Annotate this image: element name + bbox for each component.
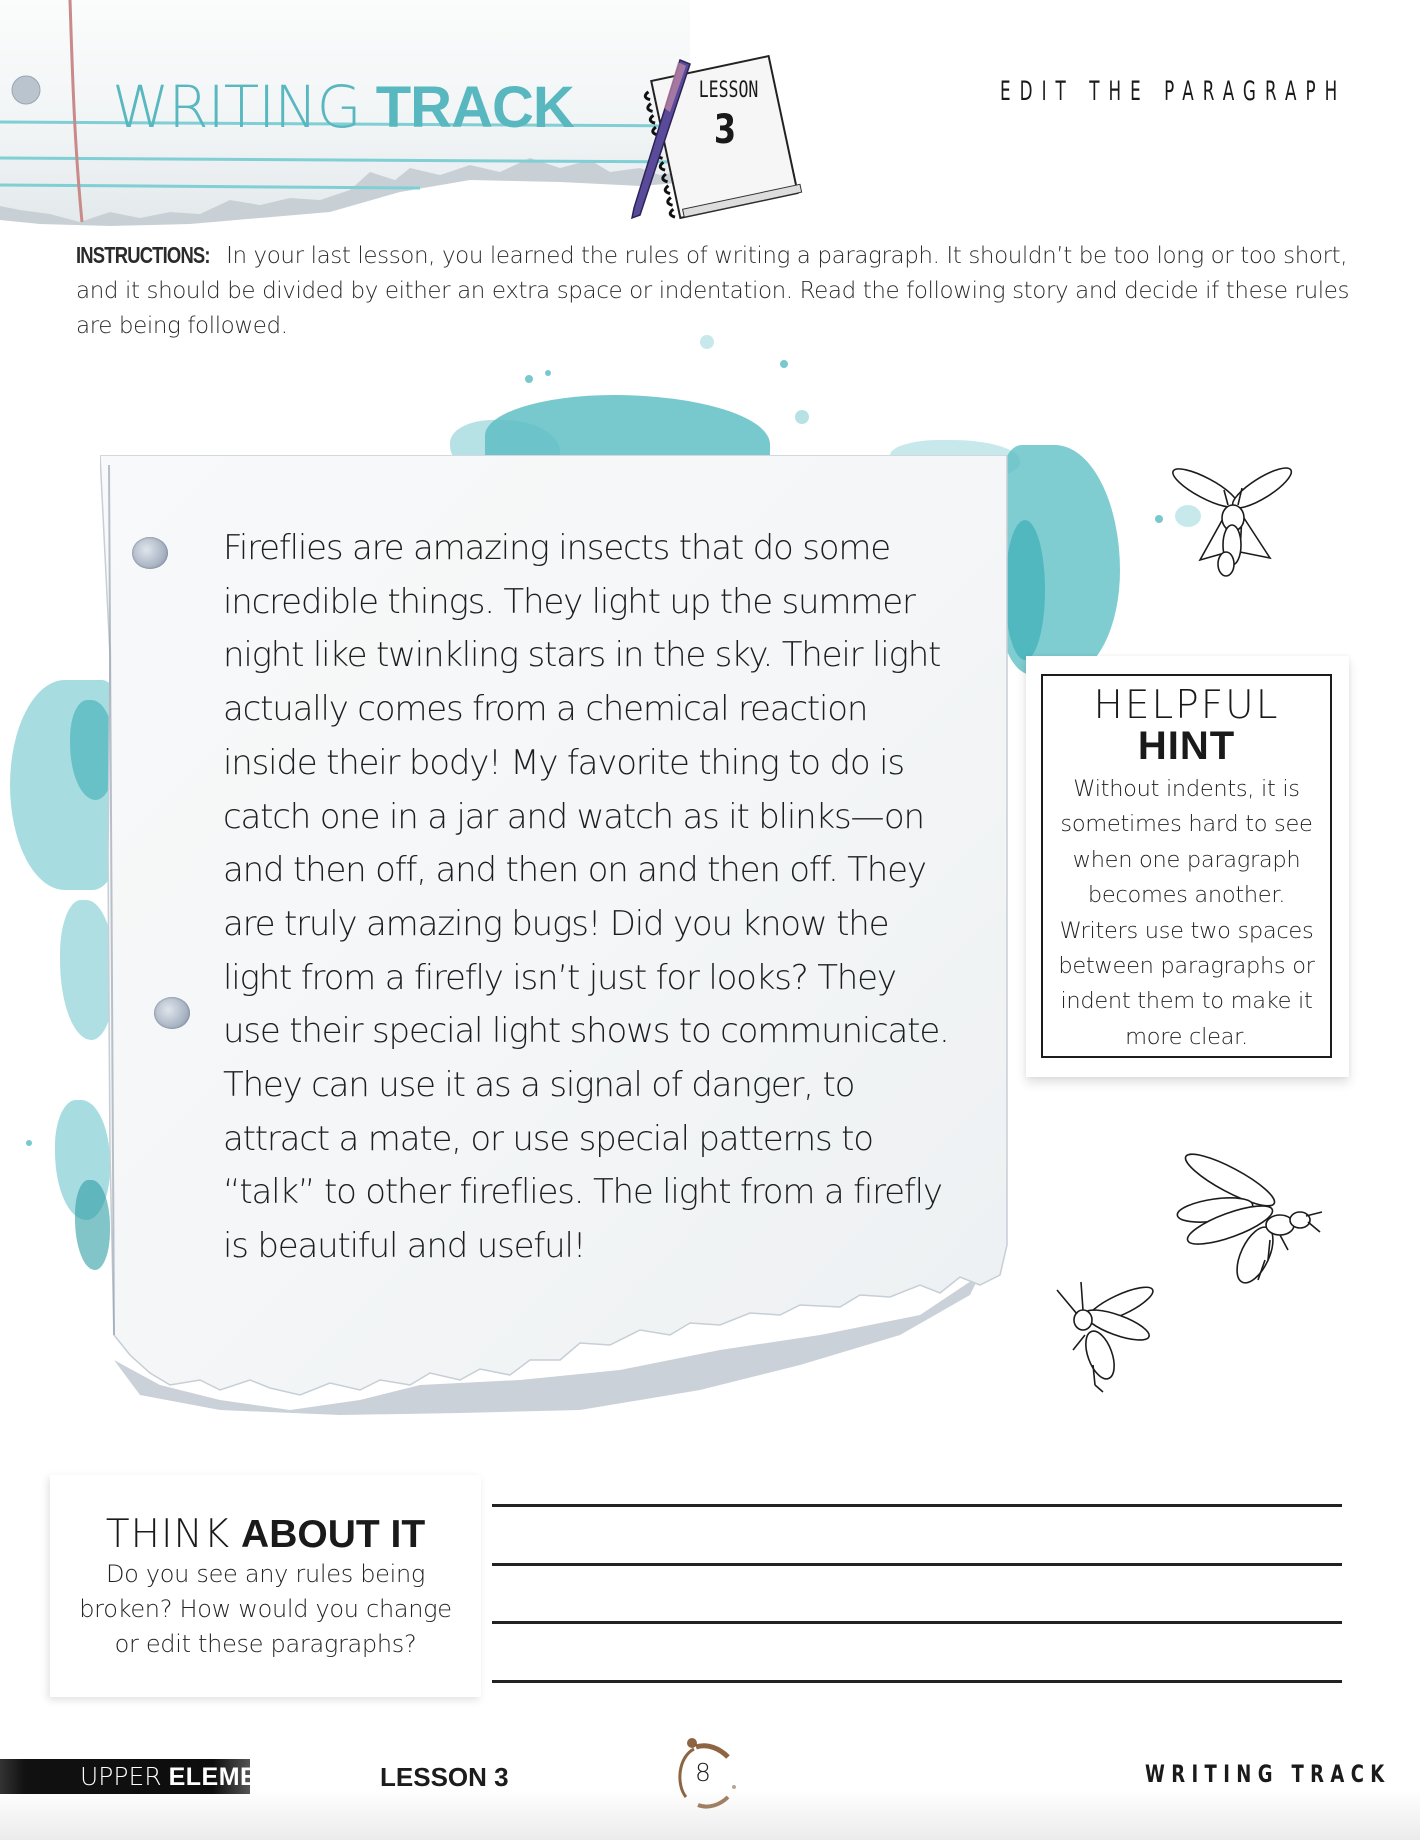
hint-line: Without indents, it is [1073,776,1300,802]
answer-line[interactable] [492,1504,1342,1507]
think-line: Do you see any rules being [105,1560,426,1588]
firefly-icon [1170,460,1295,580]
think-title-bold: ABOUT IT [241,1513,426,1556]
story-line: use their special light shows to communicate. [223,1011,949,1052]
footer-grade-bold: ELEMENTARY [168,1763,344,1791]
story-text [223,522,963,1274]
hint-body [1043,772,1330,1055]
story-line: incredible things. They light up the summer [223,581,915,622]
hint-title-bold: HINT [1137,724,1236,768]
lesson-number: 3 [713,107,737,153]
story-line: attract a mate, or use special patterns to [223,1118,873,1159]
footer-track-label: WRITING TRACK [1145,1760,1391,1788]
story-line: inside their body! My favorite thing to do is [223,742,904,783]
story-line: They can use it as a signal of danger, to [223,1065,855,1106]
track-title [112,73,574,141]
track-title-bold: TRACK [375,75,574,140]
think-line: or edit these paragraphs? [114,1630,417,1658]
hint-line: sometimes hard to see [1060,811,1313,838]
answer-line[interactable] [492,1563,1342,1566]
hint-line: more clear. [1125,1023,1248,1050]
page-number: 8 [695,1758,711,1787]
story-line: are truly amazing bugs! Did you know the [223,903,889,944]
story-line: light from a firefly isn’t just for looks? They [223,957,896,998]
punch-hole-icon [154,997,190,1029]
instructions-text: In your last lesson, you learned the rules of writing a paragraph. It shouldn’t be too long or too short, and it should be divided by either an extra space or indentation. Read the following story and decide if these rules are being followed. [76,243,1350,339]
footer-grade-light: UPPER [80,1762,162,1791]
hint-title-light: HELPFUL [1093,683,1280,728]
footer-lesson: LESSON 3 [380,1762,509,1792]
story-line: “talk” to other fireflies. The light from a firefly [223,1172,942,1213]
story-line: night like twinkling stars in the sky. Their light [223,635,941,676]
think-title [50,1512,481,1557]
helpful-hint-box [1041,674,1332,1058]
footer-grade-level [80,1762,343,1792]
instructions [76,238,1351,344]
story-line: catch one in a jar and watch as it blinks—on [223,796,924,837]
punch-hole-icon [132,537,168,569]
story-line: Fireflies are amazing insects that do some [223,528,890,568]
hint-line: Writers use two spaces [1059,917,1314,944]
answer-line[interactable] [492,1621,1342,1624]
story-line: actually comes from a chemical reaction [223,689,868,730]
instructions-lead: INSTRUCTIONS: [76,242,210,268]
think-line: broken? How would you change [79,1595,452,1623]
section-title: EDIT THE PARAGRAPH [1000,76,1347,107]
think-about-it-card [50,1475,481,1697]
hint-line: between paragraphs or [1058,953,1315,980]
hint-line: when one paragraph [1072,846,1301,873]
lesson-label: LESSON [698,78,759,103]
firefly-icon [1170,1150,1325,1285]
story-line: is beautiful and useful! [223,1226,586,1267]
hint-line: becomes another. [1087,882,1286,909]
think-body [50,1557,481,1662]
track-title-light: WRITING [112,73,361,141]
story-line: and then off, and then on and then off. They [223,850,926,891]
hint-line: indent them to make it [1060,988,1313,1015]
firefly-icon [1055,1280,1155,1395]
think-title-light: THINK [105,1512,231,1557]
answer-line[interactable] [492,1680,1342,1683]
